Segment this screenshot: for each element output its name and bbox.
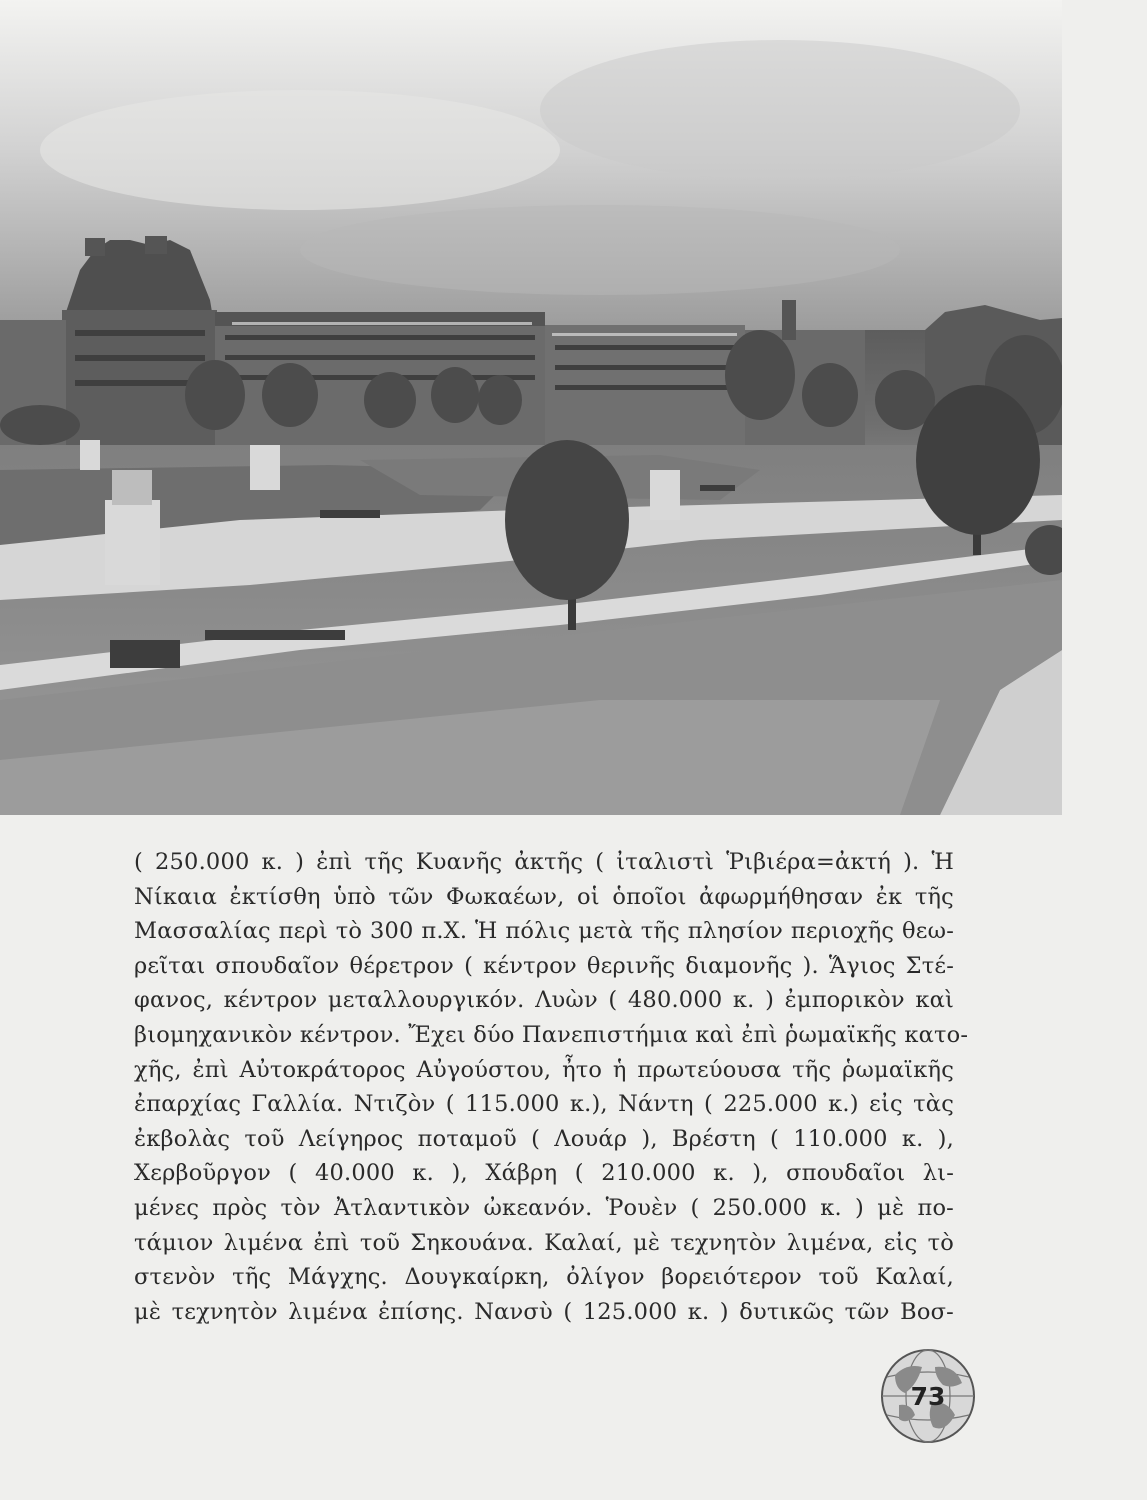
text-line: ρεῖται σπουδαῖον θέρετρον ( κέντρον θερινῆς διαμονῆς ). Ἅγιος Στέ- xyxy=(134,952,954,979)
text-line: Νίκαια ἐκτίσθη ὑπὸ τῶν Φωκαέων, οἱ ὁποῖοι ἀφωρμήθησαν ἐκ τῆς xyxy=(134,883,954,910)
text-line: φανος, κέντρον μεταλλουργικόν. Λυὼν ( 480.000 κ. ) ἐμπορικὸν καὶ xyxy=(134,987,954,1014)
text-line: χῆς, ἐπὶ Αὐτοκράτορος Αὐγούστου, ἦτο ἡ πρωτεύουσα τῆς ῥωμαϊκῆς xyxy=(134,1056,954,1083)
text-line: ( 250.000 κ. ) ἐπὶ τῆς Κυανῆς ἀκτῆς ( ἰταλιστὶ Ῥιβιέρα=ἀκτή ). Ἡ xyxy=(134,849,954,875)
text-line: ἐπαρχίας Γαλλία. Ντιζὸν ( 115.000 κ.), Νάντη ( 225.000 κ.) εἰς τὰς xyxy=(134,1091,954,1118)
text-line: Μασσαλίας περὶ τὸ 300 π.Χ. Ἡ πόλις μετὰ τῆς πλησίον περιοχῆς θεω- xyxy=(134,918,954,945)
body-text xyxy=(134,845,969,1329)
text-line: Χερβοῦργον ( 40.000 κ. ), Χάβρη ( 210.000 κ. ), σπουδαῖοι λι- xyxy=(134,1160,954,1187)
text-line: τάμιον λιμένα ἐπὶ τοῦ Σηκουάνα. Καλαί, μὲ τεχνητὸν λιμένα, εἰς τὸ xyxy=(134,1229,954,1256)
text-line: μένες πρὸς τὸν Ἀτλαντικὸν ὠκεανόν. Ῥουὲν ( 250.000 κ. ) μὲ πο- xyxy=(134,1194,954,1221)
text-line: μὲ τεχνητὸν λιμένα ἐπίσης. Νανσὺ ( 125.000 κ. ) δυτικῶς τῶν Βοσ- xyxy=(134,1298,954,1325)
text-line: βιομηχανικὸν κέντρον. Ἔχει δύο Πανεπιστήμια καὶ ἐπὶ ῥωμαϊκῆς κατο- xyxy=(134,1021,969,1048)
text-line: ἐκβολὰς τοῦ Λείγηρος ποταμοῦ ( Λουάρ ), Βρέστη ( 110.000 κ. ), xyxy=(134,1125,954,1152)
page-number-badge xyxy=(877,1345,979,1447)
page-number: 73 xyxy=(910,1381,946,1411)
text-line: στενὸν τῆς Μάγχης. Δουγκαίρκη, ὀλίγον βορειότερον τοῦ Καλαί, xyxy=(134,1264,954,1291)
